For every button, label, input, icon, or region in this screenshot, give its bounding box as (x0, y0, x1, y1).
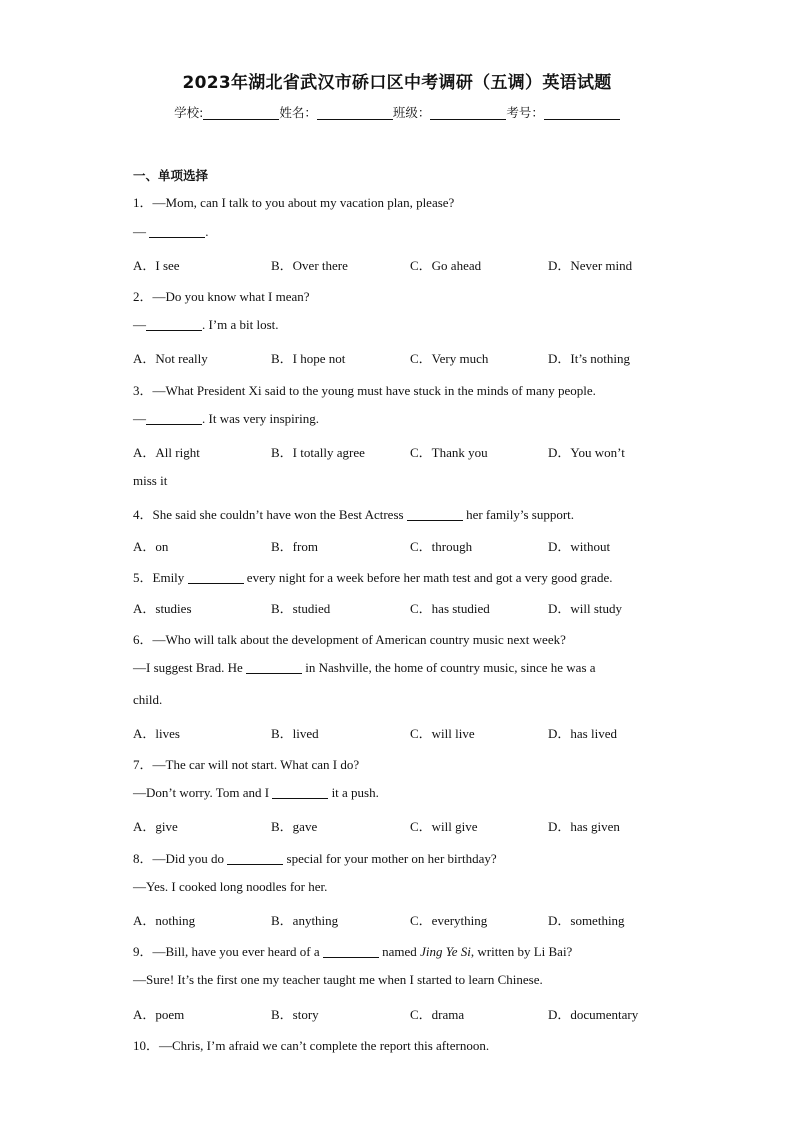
question-9-stem: 9．—Bill, have you ever heard of a named Jing Ye Si, written by Li Bai? (133, 944, 573, 959)
q4-option-d[interactable]: D．without (548, 539, 611, 554)
answer-blank (146, 318, 202, 331)
number-blank[interactable] (544, 106, 620, 120)
question-6-reply-wrap: child. (133, 692, 163, 707)
q1-option-d[interactable]: D．Never mind (548, 258, 633, 273)
q6-option-a[interactable]: A．lives (133, 726, 180, 741)
question-1-reply: — . (133, 224, 209, 239)
question-6-reply: —I suggest Brad. He in Nashville, the home of country music, since he was a (133, 660, 596, 675)
q8-option-a[interactable]: A．nothing (133, 913, 196, 928)
q4-option-a[interactable]: A．on (133, 539, 169, 554)
q8-option-d[interactable]: D．something (548, 913, 625, 928)
school-blank[interactable] (203, 106, 279, 120)
page-title: 2023年湖北省武汉市硚口区中考调研（五调）英语试题 (182, 73, 612, 93)
q3-option-d[interactable]: D．You won’t (548, 445, 625, 460)
q2-option-d[interactable]: D．It’s nothing (548, 351, 630, 366)
answer-blank (227, 852, 283, 865)
name-label: 姓名： (279, 105, 317, 120)
question-8-reply: —Yes. I cooked long noodles for her. (133, 879, 328, 894)
school-label: 学校: (174, 105, 204, 120)
question-7-reply: —Don’t worry. Tom and I it a push. (133, 785, 379, 800)
q8-option-b[interactable]: B．anything (271, 913, 339, 928)
q1-option-b[interactable]: B．Over there (271, 258, 348, 273)
answer-blank (323, 945, 379, 958)
q1-option-c[interactable]: C．Go ahead (410, 258, 482, 273)
q3-option-b[interactable]: B．I totally agree (271, 445, 365, 460)
q6-option-c[interactable]: C．will live (410, 726, 475, 741)
q2-option-a[interactable]: A．Not really (133, 351, 208, 366)
question-1-stem: 1．—Mom, can I talk to you about my vacation plan, please? (133, 195, 455, 210)
answer-blank (246, 661, 302, 674)
q5-option-d[interactable]: D．will study (548, 601, 623, 616)
q7-option-d[interactable]: D．has given (548, 819, 620, 834)
student-info-line (0, 103, 794, 121)
answer-blank (407, 508, 463, 521)
q5-option-b[interactable]: B．studied (271, 601, 331, 616)
q6-option-d[interactable]: D．has lived (548, 726, 617, 741)
question-3-stem: 3．—What President Xi said to the young must have stuck in the minds of many people. (133, 383, 596, 398)
q5-option-c[interactable]: C．has studied (410, 601, 490, 616)
q7-option-a[interactable]: A．give (133, 819, 178, 834)
q5-option-a[interactable]: A．studies (133, 601, 192, 616)
q8-option-c[interactable]: C．everything (410, 913, 488, 928)
question-7-stem: 7．—The car will not start. What can I do? (133, 757, 360, 772)
answer-blank (272, 786, 328, 799)
q4-option-b[interactable]: B．from (271, 539, 318, 554)
q3-option-c[interactable]: C．Thank you (410, 445, 488, 460)
q7-option-c[interactable]: C．will give (410, 819, 478, 834)
answer-blank (188, 571, 244, 584)
question-8-stem: 8．—Did you do special for your mother on her birthday? (133, 851, 497, 866)
question-2-stem: 2．—Do you know what I mean? (133, 289, 310, 304)
answer-blank (149, 225, 205, 238)
q1-option-a[interactable]: A．I see (133, 258, 180, 273)
question-6-stem: 6．—Who will talk about the development of American country music next week? (133, 632, 566, 647)
question-3-reply: — . It was very inspiring. (133, 411, 319, 426)
question-4-stem: 4．She said she couldn’t have won the Best Actress her family’s support. (133, 507, 575, 522)
q9-option-b[interactable]: B．story (271, 1007, 319, 1022)
class-label: 班级： (392, 105, 431, 120)
question-9-reply: —Sure! It’s the first one my teacher taught me when I started to learn Chinese. (133, 972, 543, 987)
question-2-reply: — . I’m a bit lost. (133, 317, 279, 332)
q9-option-a[interactable]: A．poem (133, 1007, 185, 1022)
name-blank[interactable] (317, 106, 393, 120)
answer-blank (146, 412, 202, 425)
q3-option-a[interactable]: A．All right (133, 445, 200, 460)
q4-option-c[interactable]: C．through (410, 539, 473, 554)
q9-option-d[interactable]: D．documentary (548, 1007, 639, 1022)
q7-option-b[interactable]: B．gave (271, 819, 318, 834)
section-heading: 一、单项选择 (133, 168, 209, 183)
q2-option-b[interactable]: B．I hope not (271, 351, 346, 366)
question-5-stem: 5．Emily every night for a week before her math test and got a very good grade. (133, 570, 613, 585)
q6-option-b[interactable]: B．lived (271, 726, 319, 741)
number-label: 考号： (506, 105, 544, 120)
class-blank[interactable] (430, 106, 506, 120)
q9-option-c[interactable]: C．drama (410, 1007, 465, 1022)
question-10-stem: 10．—Chris, I’m afraid we can’t complete the report this afternoon. (133, 1038, 490, 1053)
q3-option-d-wrap[interactable]: miss it (133, 473, 168, 488)
q2-option-c[interactable]: C．Very much (410, 351, 489, 366)
